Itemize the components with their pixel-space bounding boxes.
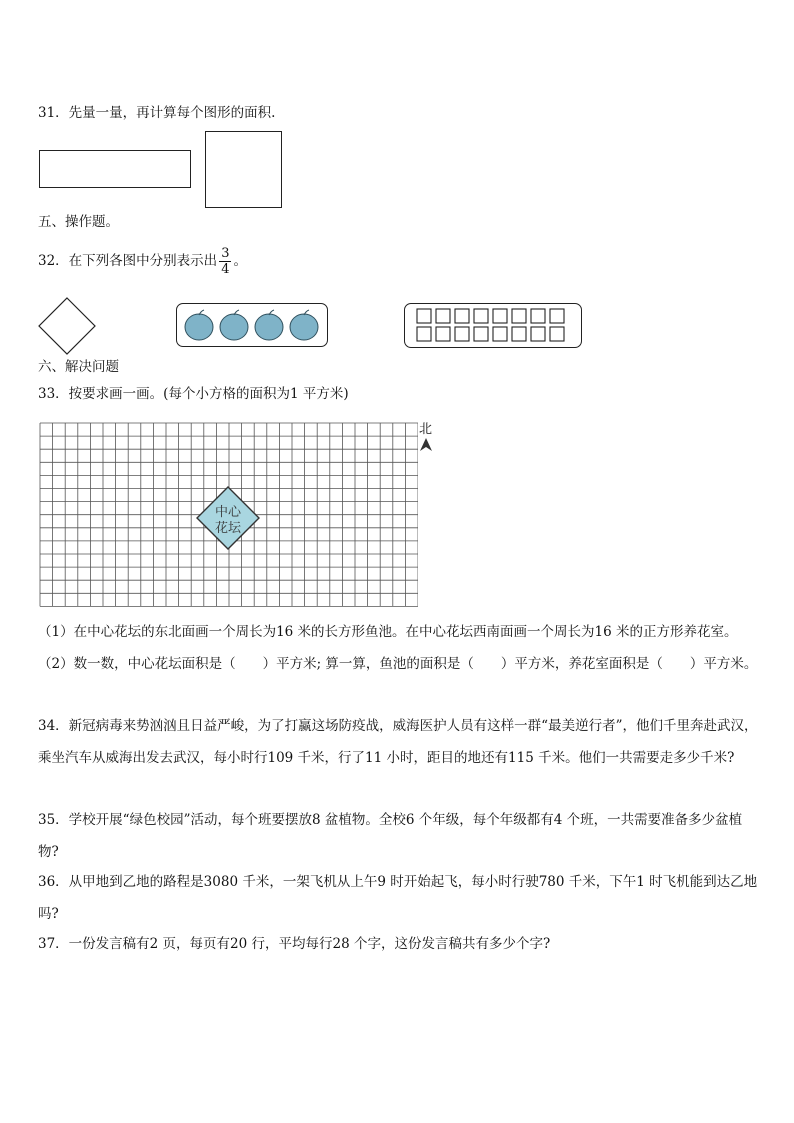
- north-indicator: [419, 418, 433, 456]
- north-label: 北: [419, 422, 433, 437]
- question-37: 37．一份发言稿有2 页，每页有20 行，平均每行28 个字，这份发言稿共有多少个字?: [38, 936, 551, 952]
- small-square: [550, 309, 564, 323]
- garden-label-line2: 花坛: [214, 521, 242, 536]
- apple-icon: [185, 314, 213, 340]
- question-33-part-1: （1）在中心花坛的东北面画一个周长为16 米的长方形鱼池。在中心花坛西南面画一个周长为16 米的正方形养花室。: [38, 624, 738, 640]
- garden-label-line1: 中心: [214, 505, 242, 520]
- small-squares-svg: [405, 304, 581, 347]
- small-square: [493, 327, 507, 341]
- question-33-part-2: （2）数一数，中心花坛面积是（ ）平方米; 算一算，鱼池的面积是（ ）平方米，养花室面积是（ ）平方米。: [38, 656, 758, 672]
- section-5-heading: 五、操作题。: [38, 214, 119, 230]
- question-33: 33．按要求画一画。(每个小方格的面积为1 平方米): [38, 386, 349, 402]
- section-6-heading: 六、解决问题: [38, 359, 119, 375]
- apple-group: [176, 303, 328, 347]
- small-square: [417, 327, 431, 341]
- central-flower-bed: [196, 485, 262, 551]
- fraction: [219, 246, 231, 277]
- question-36: 36．从甲地到乙地的路程是3080 千米，一架飞机从上午9 时开始起飞，每小时行驶780 千米，下午1 时飞机能到达乙地吗?: [38, 874, 758, 922]
- north-arrow-icon: [419, 438, 433, 452]
- small-square: [436, 327, 450, 341]
- small-square: [417, 309, 431, 323]
- small-square: [531, 327, 545, 341]
- fraction-denominator: 4: [221, 262, 230, 277]
- question-32: [38, 246, 247, 277]
- small-square: [512, 327, 526, 341]
- small-square: [474, 327, 488, 341]
- question-32-prefix: 32．在下列各图中分别表示出: [38, 253, 218, 269]
- small-square: [550, 327, 564, 341]
- apple-icon: [290, 314, 318, 340]
- small-square: [436, 309, 450, 323]
- small-square: [455, 327, 469, 341]
- question-31: 31．先量一量，再计算每个图形的面积.: [38, 105, 276, 121]
- rectangle-figure: [39, 150, 191, 188]
- apple-icon: [255, 314, 283, 340]
- small-square: [455, 309, 469, 323]
- question-35: 35．学校开展“绿色校园”活动，每个班要摆放8 盆植物。全校6 个年级，每个年级都有4 个班，一共需要准备多少盆植物?: [38, 812, 743, 860]
- question-34: 34．新冠病毒来势汹汹且日益严峻，为了打赢这场防疫战，威海医护人员有这样一群“最美逆行者”，他们千里奔赴武汉，乘坐汽车从威海出发去武汉，每小时行109 千米，行了11 小时，距目的地还有115 千米。他们一共需要走多少千米?: [38, 718, 758, 766]
- question-32-suffix: 。: [233, 253, 247, 269]
- diamond-figure: [38, 296, 98, 356]
- fraction-numerator: 3: [221, 246, 230, 261]
- square-figure: [205, 131, 282, 208]
- small-square: [493, 309, 507, 323]
- apples-svg: [177, 304, 327, 346]
- square-group: [404, 303, 582, 348]
- small-square: [531, 309, 545, 323]
- apple-icon: [220, 314, 248, 340]
- small-square: [512, 309, 526, 323]
- small-square: [474, 309, 488, 323]
